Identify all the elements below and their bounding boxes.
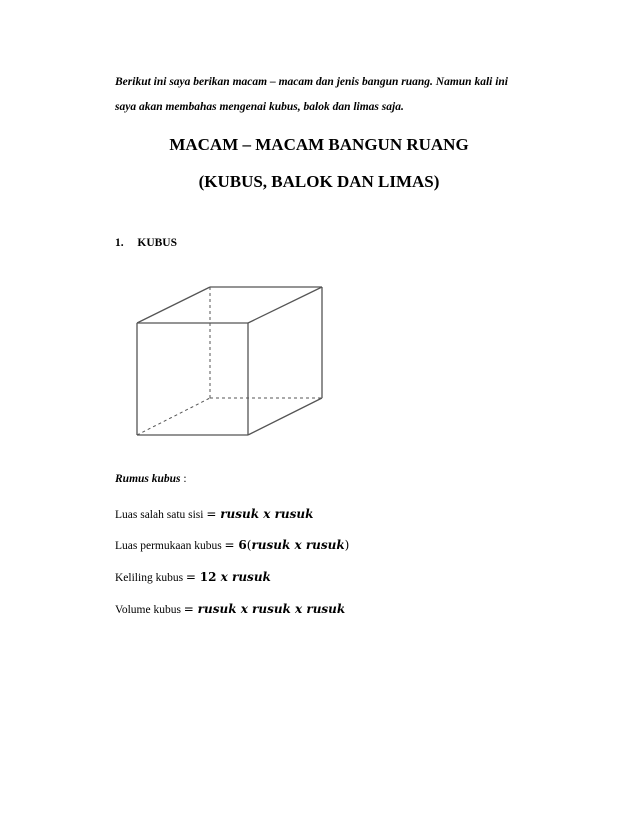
formula-keliling-expr: x rusuk: [216, 570, 271, 584]
formula-luas-permukaan: [115, 538, 349, 552]
formula-keliling-text: Keliling kubus: [115, 572, 186, 584]
page-subtitle: (KUBUS, BALOK DAN LIMAS): [198, 172, 440, 191]
formula-volume-expr: rusuk x rusuk x rusuk: [197, 602, 346, 616]
formula-luas-sisi-text: Luas salah satu sisi: [115, 509, 207, 521]
cube-edge-top-right: [248, 287, 322, 323]
formula-label: [115, 473, 187, 485]
equals-sign: =: [183, 602, 198, 616]
formula-luas-sisi-expr: rusuk x rusuk: [220, 507, 314, 521]
cube-edge-top-left: [137, 287, 210, 323]
formula-luas-permukaan-expr: rusuk x rusuk: [251, 538, 345, 552]
formula-keliling: [115, 570, 271, 584]
formula-label-text: Rumus kubus: [115, 473, 181, 485]
intro-line-2: saya akan membahas mengenai kubus, balok dan limas saja.: [115, 101, 404, 113]
intro-line-1: Berikut ini saya berikan macam – macam dan jenis bangun ruang. Namun kali ini: [115, 76, 508, 88]
cube-edge-bottom-right: [248, 398, 322, 435]
formula-luas-permukaan-coef: 6: [238, 538, 247, 552]
section-name: KUBUS: [137, 237, 177, 249]
close-paren: ): [344, 538, 350, 552]
formula-label-colon: :: [180, 473, 187, 485]
formula-luas-sisi: [115, 507, 313, 521]
equals-sign: =: [224, 538, 239, 552]
cube-hidden-edge-diagonal: [137, 398, 210, 435]
equals-sign: =: [185, 570, 200, 584]
formula-volume-text: Volume kubus: [115, 604, 184, 616]
formula-keliling-coef: 12: [199, 570, 217, 584]
open-paren: (: [246, 538, 252, 552]
formula-luas-permukaan-text: Luas permukaan kubus: [115, 540, 225, 552]
equals-sign: =: [206, 507, 221, 521]
formula-volume: [115, 602, 345, 616]
section-number: 1.: [115, 237, 124, 249]
page-title: MACAM – MACAM BANGUN RUANG: [169, 135, 469, 154]
